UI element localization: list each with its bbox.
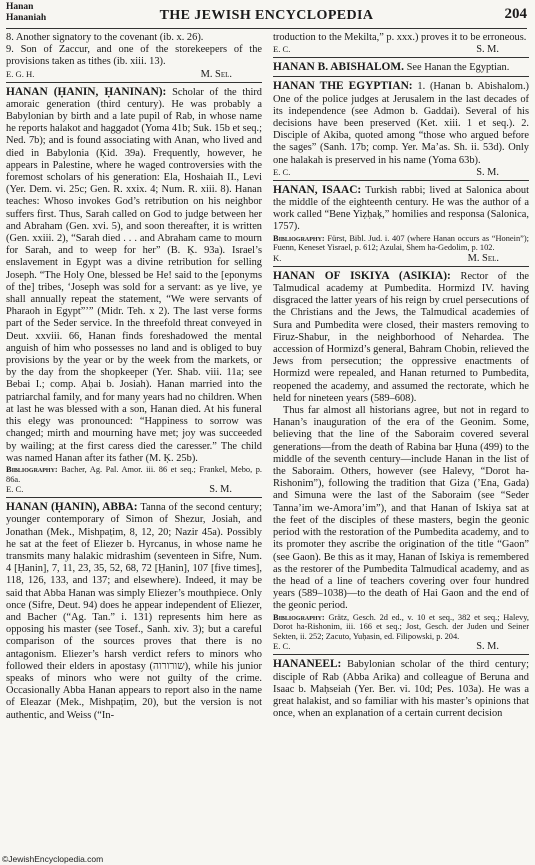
signature-author: M. Sel.	[200, 68, 232, 80]
entry-body: Tanna of the second century; younger contemporary of Simon of Shezur, Josiah, and Jonathan (Mek., Mishpaṭim, 8, 12, 20; Nazir 45a). Possibly he sat at the feet of Eliezer b. Hyrcanus, in whose name he transmits many halakic midrashim (seventeen in Sifre, Num. 4 [Ḥanin], 7, 11, 23, 35, 52, 68, 72 [Ḥanin], 107 [five times], 118, 126, 133, and 137; and elsewhere). Indeed, it may be said that Abba Hanan was simply Eliezer’s mouthpiece. Only once (Sifre, Deut. 94) does he appear independent of Eliezer, and Bacher (“Ag. Tan.” i. 131) represents him here as opposing his master (see Tosef., Sanh. xiv. 3); but a careful comparison of the sources proves that there is no antagonism. Eliezer’s harsh verdict refers to minors who followed their elders in apostasy (שורורוה), while his junior speaks of minors who were not guilty of the crime. Occasionally Abba Hanan appears to report also in the name of Eleazar (Mek., Mishpaṭim, 20), but the version is not authentic, and Weiss (“In-	[6, 502, 262, 721]
entry-hanan-isaac	[273, 184, 529, 234]
entry-signature	[273, 44, 529, 55]
entry-body: Babylonian scholar of the third century; disciple of Rab (Abba Arika) and colleague of Beruna and Isaac b. Maḥseiah (Yer. Ber. vi. 10d; Pes. 103a). He was a great halakist, and so familiar with his master’s opinions that once, when an explanation of a certain current decision	[273, 659, 529, 720]
signature-initials: E. C.	[6, 484, 24, 495]
entry-hanan	[6, 86, 262, 465]
entry-body: Scholar of the third amoraic generation (third century). He was probably a Babylonian by birth and a late pupil of Rab, in whose name he reports halakot and haggadot (Yoma 41b; Suk. 15b et seq.; Ned. 7b); and is found associating with Anan, who lived and died in Babylonia (Ḳid. 39a). Frequently, however, he appears in Palestine, where he waged controversies with the foremost scholars of his generation: Ela, Hoshaiah II., Levi (Yer. Dem. vi. 25c; Gen. R. xxix. 4; Num. R. xiii. 8). Hanan teaches: Whoso invokes God’s retribution on his neighbor suffers first. Thus, Sarah called on God to judge between her and Abraham (Gen. xvi. 5), and soon thereafter, it is written (Gen. xxiii. 2), “Sarah died . . . and Abraham came to mourn for Sarah, and to weep for her” (B. Ḳ. 93a). Israel’s enslavement in Egypt was a divine retribution for selling Joseph. “The Holy One, blessed be He! said to the [eponyms of the] tribes, ‘Joseph was sold for a servant: as ye live, ye shall annually repeat the statement, “We were servants of Pharaoh in Egypt”’” (Midr. Teh. x 2). The last verse forms part of the Seder service. In the threefold threat conveyed in Deut. xxviii. 66, Hanan finds foreshadowed the mental anguish of him who possesses no land and is obliged to buy provisions by the year or by the week from the markets, or by the day from the shopkeeper (Yer. Shab. viii. 11a; see Bebai I.; comp. Aḥai b. Josiah). Hanan married into the patriarchal family, and for many years had no children. When at last he was blessed with a son, Hanan died. At his funeral this elegy was pronounced: “Happiness to sorrow was changed; mirth and mourning have met; joy was succeeded by wailing; at the first caress died the caresser.” The child was named Hanan after its father (M. Ḳ. 25b).	[6, 86, 262, 464]
entry-paragraph: Thus far almost all historians agree, but not in regard to Hanan’s inauguration of the era of the Geonim. Some, believing that the line of the Saboraim covered several generations—from the death of Rabina bar Ḥuna (499) to the middle of the seventh century—include Hanan in the list of the Saboraim. Others, however (see Halevy, “Dorot ha-Rishonim”), following the tradition that Giza (’Ena, Gada) and Simuna were the last of the Saboraim (see “Seder Tanna’im we-Amora’im”), and that Hanan of Iskiya sat at the feet of the disciples of these masters, begin the geonic period with the restoration of the Pumbedita academy, and to its promoter they ascribe the origination of the title “Gaon” (see Gaon). Be this as it may, Hanan of Iskiya is remembered as the restorer of the Pumbedita Talmudical academy, and as the head of a line of teachers covering over four hundred years (589–1038)—to the death of Hai Gaon and the end of the geonic period.	[273, 405, 529, 612]
entry-title: HANAN (ḤANIN, ḤANINAN):	[6, 85, 167, 98]
bibliography-text: Grätz, Gesch. 2d ed., v. 10 et seq., 382 et seq.; Halevy, Dorot ha-Rishonim, iii. 166 et seq.; Jost, Gesch. der Juden und Seiner Sekten, ii. 252; Zacuto, Yuḥasin, ed. Filipowski, p. 204.	[273, 612, 529, 641]
entry-divider	[273, 57, 529, 58]
entry-signature	[6, 69, 262, 80]
running-head-first-word: Hanan	[6, 2, 34, 12]
signature-initials: E. G. H.	[6, 68, 35, 79]
entry-signature	[273, 641, 529, 652]
entry-divider	[273, 76, 529, 77]
signature-initials: E. C.	[273, 166, 291, 177]
paragraph-9: 9. Son of Zaccur, and one of the storekeepers of the provisions taken as tithes (ib. xiii. 13).	[6, 44, 262, 68]
entry-divider	[273, 266, 529, 267]
entry-title: HANAN THE EGYPTIAN:	[273, 80, 413, 93]
page-number: 204	[504, 6, 527, 22]
signature-author: S. M.	[476, 44, 499, 56]
entry-body: Turkish rabbi; lived at Salonica about the middle of the eighteenth century. He was the author of a work called “Bene Yiẓḥaḳ,” homilies and responsa (Salonica, 1757).	[273, 184, 529, 233]
entry-signature	[273, 253, 529, 264]
paragraph-8: 8. Another signatory to the covenant (ib. x. 26).	[6, 32, 204, 43]
bibliography	[6, 465, 262, 484]
bibliography-label: Bibliography:	[6, 464, 58, 474]
continued-paragraph: troduction to the Mekilta,” p. xxx.) proves it to be erroneous.	[273, 32, 527, 43]
entry-abba-hanan	[6, 501, 262, 722]
running-head-title: THE JEWISH ENCYCLOPEDIA	[159, 8, 374, 23]
signature-initials: E. C.	[273, 641, 291, 652]
signature-initials: E. C.	[273, 44, 291, 55]
signature-author: S. M.	[476, 166, 499, 178]
entry-divider	[273, 654, 529, 655]
entry-divider	[6, 497, 262, 498]
copyright-footer: ©JewishEncyclopedia.com	[2, 854, 104, 864]
entry-hanan-b-abishalom	[273, 61, 529, 74]
bibliography	[273, 613, 529, 642]
right-column	[273, 32, 529, 851]
bibliography-text: Bacher, Ag. Pal. Amor. iii. 86 et seq.; Frankel, Mebo, p. 86a.	[6, 464, 262, 484]
entry-divider	[6, 82, 262, 83]
entry-hanan-of-iskiya	[273, 270, 529, 405]
bibliography-text: Fürst, Bibl. Jud. i. 407 (where Hanan occurs as “Honein”); Fuenn, Keneset Yisrael, p. 612; Azulai, Shem ha-Gedolim, p. 102.	[273, 233, 529, 253]
entry-signature	[273, 167, 529, 178]
entry-body: See Hanan the Egyptian.	[404, 62, 510, 74]
entry-signature	[6, 484, 262, 495]
signature-initials: K.	[273, 252, 282, 263]
entry-title: HANAN OF ISKIYA (ASIKIA):	[273, 269, 451, 282]
entry-title: HANANEEL:	[273, 658, 342, 671]
page-header	[6, 2, 527, 29]
entry-body: 1. (Hanan b. Abishalom.) One of the police judges at Jerusalem in the last decades of its independence (see Admon b. Gaddai). Several of his decisions have been preserved (Ket. xiii. 1 et seq.). 2. Disciple of Akiba, quoted among “those who argued before the sages” (Sanh. 17b; comp. Yer. Ma’as. Sh. ii. 53d). Only one halakah is preserved in his name (Yoma 63b).	[273, 81, 529, 166]
signature-author: S. M.	[476, 641, 499, 653]
entry-hanan-the-egyptian	[273, 80, 529, 166]
entry-title: HANAN (ḤANIN), ABBA:	[6, 501, 138, 514]
running-head-last-word: Hananiah	[6, 12, 47, 23]
bibliography	[273, 234, 529, 253]
entry-body: Rector of the Talmudical academy at Pumbedita. Hormizd IV. having disgraced the latter years of his reign by cruel persecutions of the Christians and the Jews, the Talmudical academies of Sura and Pumbedita were closed, their masters removing to Firuz-Shabur, in the neighborhood of Nehardea. The accession of Hormizd’s general, Bahram Chobin, relieved the Jews from persecution; the oppressive enactments of Hormizd were repealed, and Hanan returned to Pumbedita, reopened the academy, and assumed the rectorate, which he held for nineteen years (589–608).	[273, 270, 529, 404]
left-column	[6, 32, 262, 851]
entry-title: HANAN B. ABISHALOM.	[273, 61, 405, 74]
entry-title: HANAN, ISAAC:	[273, 183, 362, 196]
bibliography-label: Bibliography:	[273, 612, 325, 622]
signature-author: S. M.	[209, 484, 232, 496]
entry-hananeel	[273, 658, 529, 720]
bibliography-label: Bibliography:	[273, 233, 325, 243]
entry-divider	[273, 180, 529, 181]
signature-author: M. Sel.	[467, 252, 499, 264]
